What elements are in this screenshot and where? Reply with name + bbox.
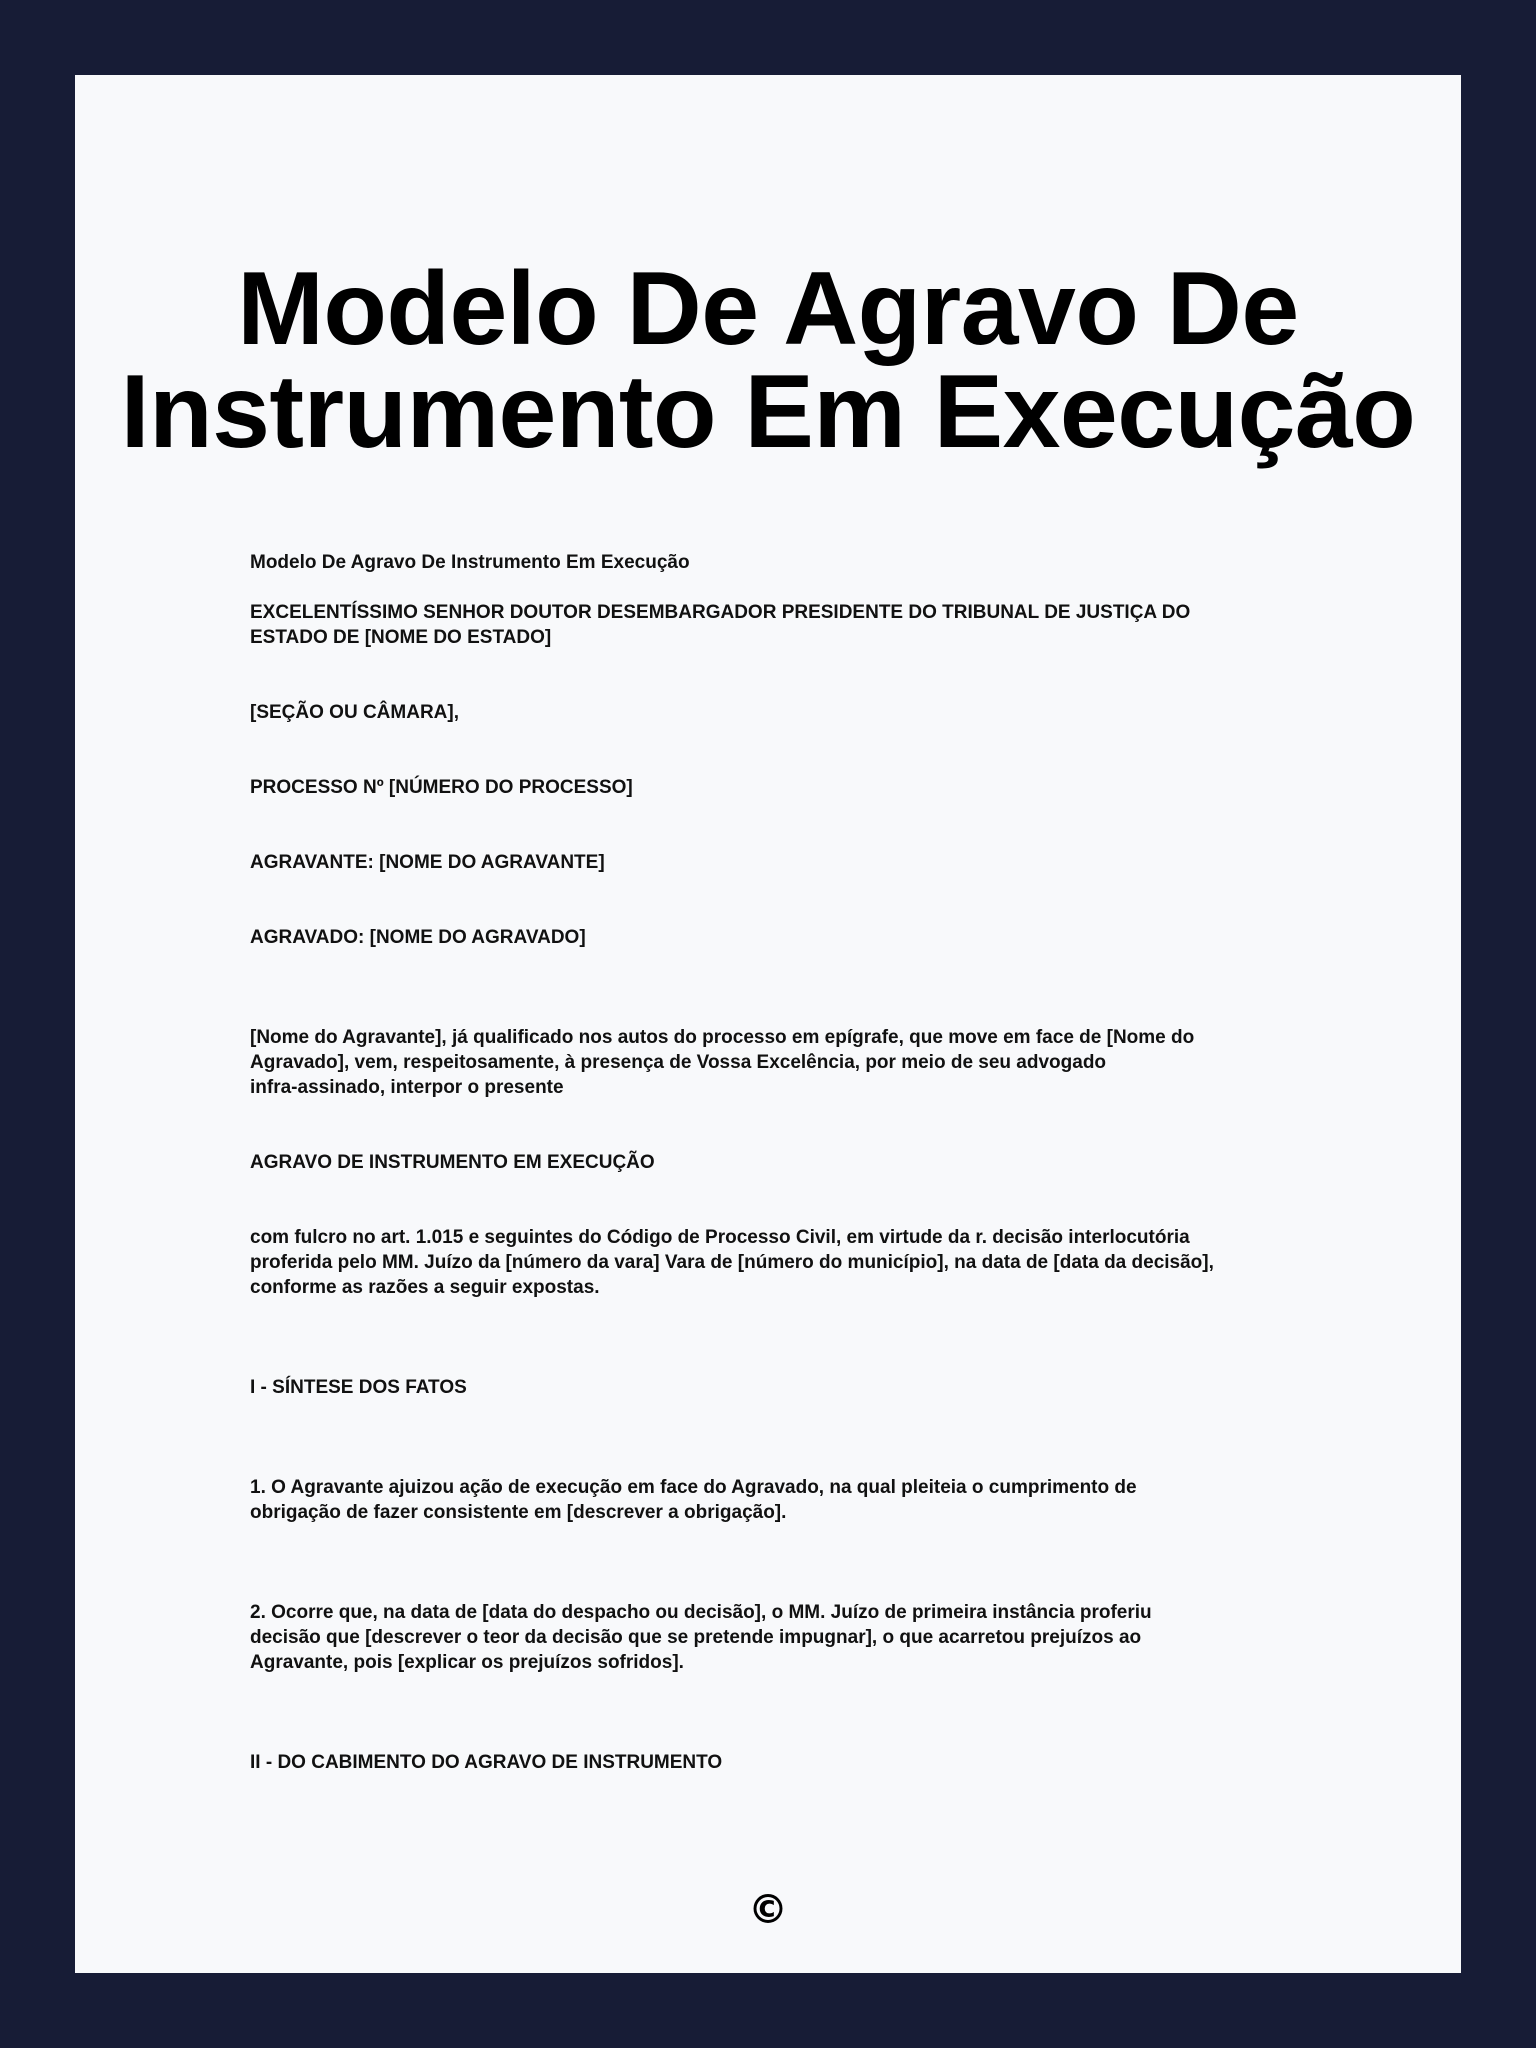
fact2-line-2: decisão que [descrever o teor da decisão que se pretende impugnar], o que acarretou prejuízos ao (250, 1627, 1142, 1648)
document-title (75, 251, 1461, 470)
basis-line-3: conforme as razões a seguir expostas. (250, 1277, 600, 1298)
section-line: [SEÇÃO OU CÂMARA], (250, 702, 459, 723)
fact-paragraph-2 (250, 1600, 1350, 1675)
intro-line-1: [Nome do Agravante], já qualificado nos autos do processo em epígrafe, que move em face de [Nome do (250, 1027, 1195, 1048)
document-subtitle: Modelo De Agravo De Instrumento Em Execução (250, 552, 690, 573)
facts-heading: I - SÍNTESE DOS FATOS (250, 1377, 467, 1398)
intro-line-3: infra-assinado, interpor o presente (250, 1077, 564, 1098)
appellee-line: AGRAVADO: [NOME DO AGRAVADO] (250, 927, 586, 948)
basis-line-2: proferida pelo MM. Juízo da [número da vara] Vara de [número do município], na data de [data da decisão], (250, 1252, 1214, 1273)
document-page (75, 75, 1461, 1973)
process-number: PROCESSO Nº [NÚMERO DO PROCESSO] (250, 777, 633, 798)
fact1-line-1: 1. O Agravante ajuizou ação de execução em face do Agravado, na qual pleiteia o cumprimento de (250, 1477, 1137, 1498)
title-line-2: Instrumento Em Execução (120, 354, 1416, 470)
title-line-1: Modelo De Agravo De (237, 251, 1299, 367)
fact2-line-3: Agravante, pois [explicar os prejuízos sofridos]. (250, 1652, 684, 1673)
address-line-1: EXCELENTÍSSIMO SENHOR DOUTOR DESEMBARGADOR PRESIDENTE DO TRIBUNAL DE JUSTIÇA DO (250, 602, 1191, 623)
address-line-2: ESTADO DE [NOME DO ESTADO] (250, 627, 552, 648)
basis-line-1: com fulcro no art. 1.015 e seguintes do Código de Processo Civil, em virtude da r. decisão interlocutória (250, 1227, 1190, 1248)
copyright-icon: © (748, 1887, 788, 1933)
legal-basis-paragraph (250, 1225, 1350, 1300)
admissibility-heading: II - DO CABIMENTO DO AGRAVO DE INSTRUMENTO (250, 1752, 723, 1773)
intro-paragraph (250, 1025, 1350, 1100)
fact-paragraph-1 (250, 1475, 1350, 1525)
appellant-line: AGRAVANTE: [NOME DO AGRAVANTE] (250, 852, 605, 873)
fact1-line-2: obrigação de fazer consistente em [descrever a obrigação]. (250, 1502, 787, 1523)
fact2-line-1: 2. Ocorre que, na data de [data do despacho ou decisão], o MM. Juízo de primeira instância proferiu (250, 1602, 1152, 1623)
intro-line-2: Agravado], vem, respeitosamente, à presença de Vossa Excelência, por meio de seu advogado (250, 1052, 1107, 1073)
address-block (250, 600, 1350, 650)
appeal-heading: AGRAVO DE INSTRUMENTO EM EXECUÇÃO (250, 1152, 655, 1173)
